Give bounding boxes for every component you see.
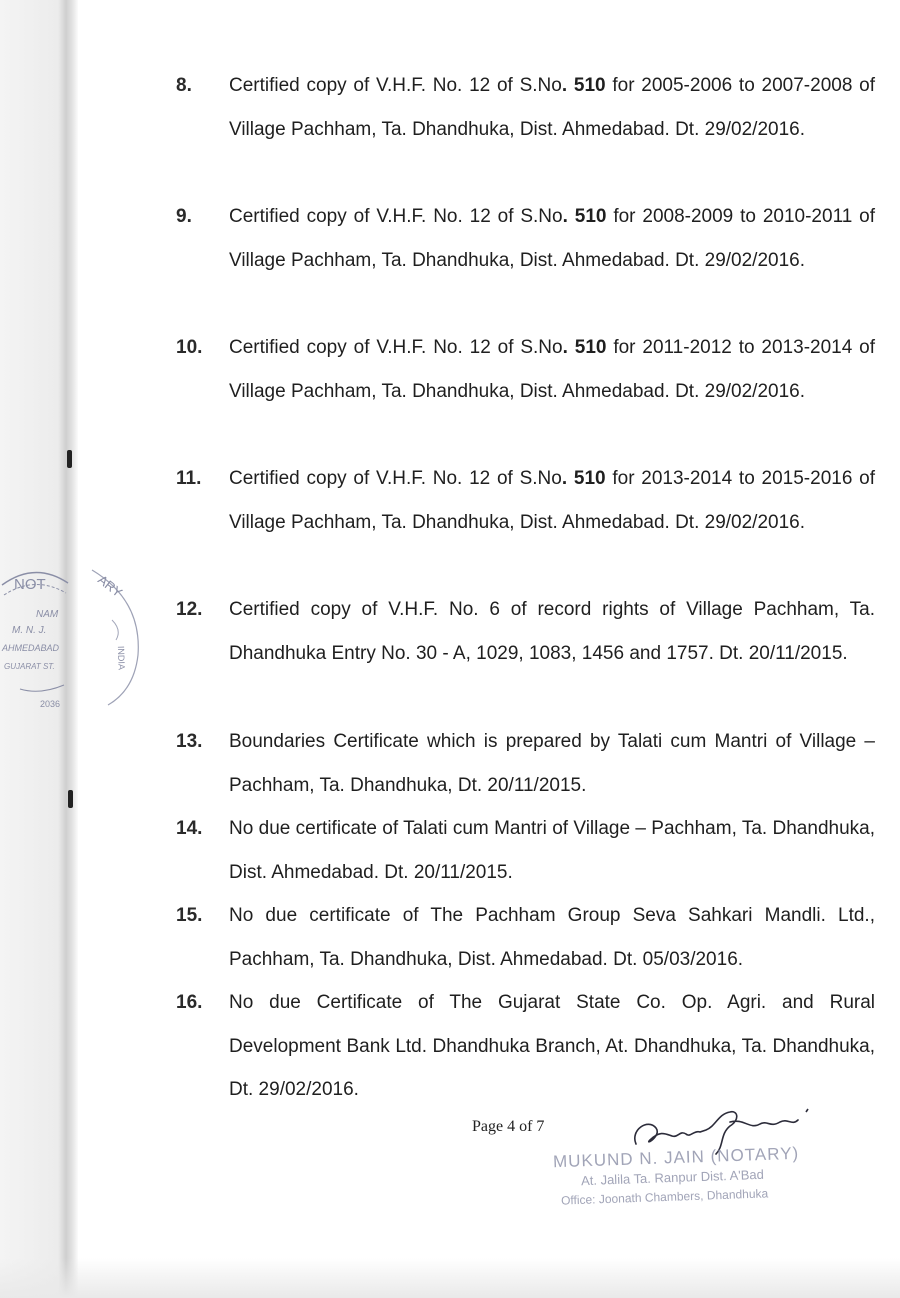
item-text-main: Certified copy of V.H.F. No. 12 of S.No: [229, 206, 563, 227]
item-number: 16.: [176, 992, 203, 1013]
spine-mark: [67, 450, 72, 468]
item-survey-number: . 510: [562, 206, 607, 227]
stamp-text: AHMEDABAD: [2, 643, 60, 653]
seal-name: MUKUND N. JAIN (NOTARY): [552, 1143, 800, 1172]
item-text-rest: for 2005-2006 to 2007-2008 of Village Pachham, Ta. Dhandhuka, Dist. Ahmedabad. Dt. 29/02/2016.: [229, 75, 875, 140]
stamp-text: GUJARAT ST.: [4, 662, 55, 671]
item-text: No due Certificate of The Gujarat State Co. Op. Agri. and Rural Development Bank Ltd. Dhandhuka Branch, At. Dhandhuka, Ta. Dhandhuka, Dt. 29/02/2016.: [229, 992, 875, 1100]
item-text: Boundaries Certificate which is prepared by Talati cum Mantri of Village – Pachham, Ta. Dhandhuka, Dt. 20/11/2015.: [229, 731, 875, 796]
item-number: 12.: [176, 599, 203, 620]
stamp-text: M. N. J.: [12, 625, 47, 636]
item-text: No due certificate of Talati cum Mantri of Village – Pachham, Ta. Dhandhuka, Dist. Ahmedabad. Dt. 20/11/2015.: [229, 818, 875, 883]
stamp-ring-text: ARY: [95, 571, 126, 601]
item-text: [229, 326, 875, 413]
stamp-text: 2036: [40, 699, 61, 709]
item-text-main: Certified copy of V.H.F. No. 12 of S.No: [229, 75, 562, 96]
item-text-rest: for 2013-2014 to 2015-2016 of Village Pachham, Ta. Dhandhuka, Dist. Ahmedabad. Dt. 29/02/2016.: [229, 468, 875, 533]
item-text: [229, 195, 875, 282]
item-text-rest: for 2011-2012 to 2013-2014 of Village Pachham, Ta. Dhandhuka, Dist. Ahmedabad. Dt. 29/02/2016.: [229, 337, 876, 402]
item-text: Certified copy of V.H.F. No. 6 of record rights of Village Pachham, Ta. Dhandhuka Entry No. 30 - A, 1029, 1083, 1456 and 1757. Dt. 20/11/2015.: [229, 599, 875, 664]
item-text-main: Certified copy of V.H.F. No. 12 of S.No: [229, 337, 563, 358]
item-number: 14.: [176, 818, 203, 839]
item-survey-number: . 510: [562, 337, 607, 358]
notary-stamp-ring: [88, 560, 144, 710]
item-survey-number: . 510: [561, 75, 606, 96]
stamp-text: NAM: [36, 609, 59, 620]
item-text-rest: for 2008-2009 to 2010-2011 of Village Pachham, Ta. Dhandhuka, Dist. Ahmedabad. Dt. 29/02/2016.: [229, 206, 876, 271]
notary-stamp-left: [0, 565, 70, 710]
item-text: [229, 64, 875, 151]
notary-seal: [552, 1143, 823, 1220]
item-number: 13.: [176, 731, 203, 752]
page-edge-shadow: [0, 1258, 900, 1298]
spine-mark: [68, 790, 73, 808]
stamp-ring-text: NOT: [14, 576, 46, 593]
page-number: Page 4 of 7: [472, 1118, 545, 1135]
item-number: 11.: [176, 468, 202, 489]
item-number: 9.: [176, 206, 192, 227]
seal-address: At. Jalila Ta. Ranpur Dist. A'Bad: [580, 1166, 765, 1189]
stamp-ring-text: INDIA: [115, 645, 127, 671]
item-text-main: Certified copy of V.H.F. No. 12 of S.No: [229, 468, 562, 489]
item-number: 15.: [176, 905, 203, 926]
item-number: 8.: [176, 75, 192, 96]
item-text: [229, 457, 875, 544]
item-text: No due certificate of The Pachham Group Seva Sahkari Mandli. Ltd., Pachham, Ta. Dhandhuka, Dist. Ahmedabad. Dt. 05/03/2016.: [229, 905, 875, 970]
item-number: 10.: [176, 337, 203, 358]
seal-office: Office: Joonath Chambers, Dhandhuka: [560, 1186, 769, 1208]
item-survey-number: . 510: [561, 468, 606, 489]
